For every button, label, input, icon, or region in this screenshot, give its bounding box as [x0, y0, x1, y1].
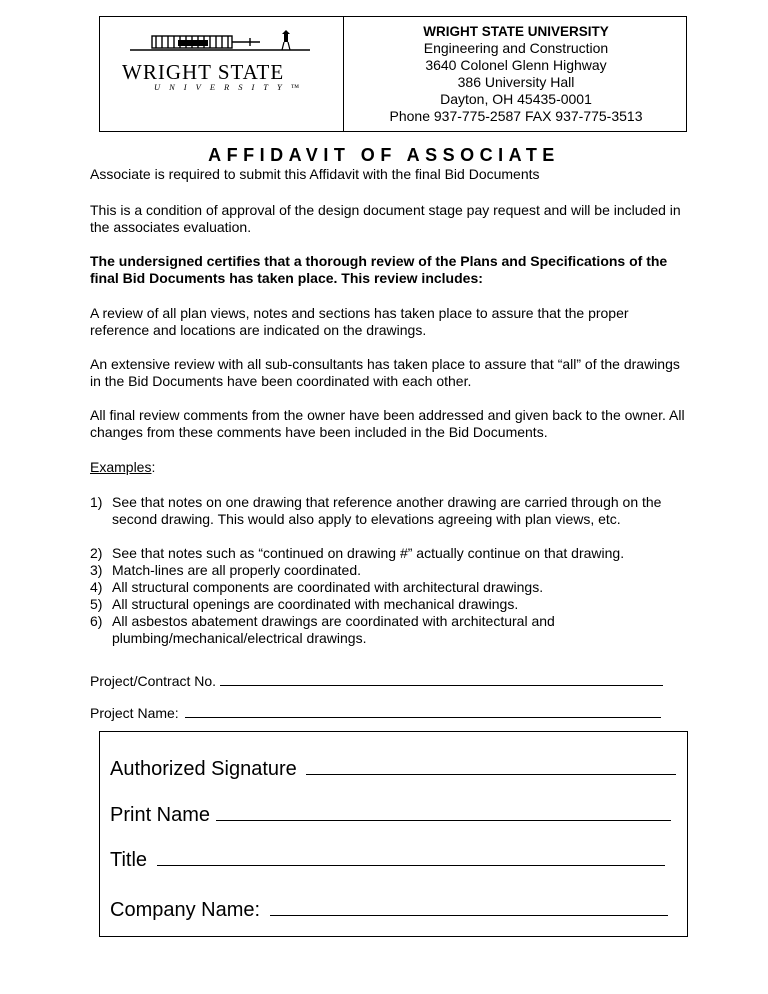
street-address: 3640 Colonel Glenn Highway — [425, 57, 607, 73]
title-line[interactable] — [157, 847, 665, 866]
list-item-text: All asbestos abatement drawings are coordinated with architectural and plumbing/mechanical/electrical drawings. — [112, 613, 555, 646]
list-item-text: See that notes on one drawing that reference another drawing are carried through on the second drawing. This would also apply to elevations agreeing with plan views, etc. — [112, 494, 662, 527]
list-item-number: 2) — [90, 545, 103, 561]
list-item-number: 4) — [90, 579, 103, 595]
logo-wordmark: WRIGHT STATE — [122, 60, 285, 84]
wright-flyer-icon — [110, 28, 330, 58]
list-item-text: See that notes such as “continued on drawing #” actually continue on that drawing. — [112, 545, 625, 561]
project-contract-label: Project/Contract No. — [90, 673, 217, 689]
print-name-row — [110, 802, 671, 827]
building: 386 University Hall — [457, 74, 575, 90]
org-name: WRIGHT STATE UNIVERSITY — [423, 24, 609, 39]
examples-heading — [90, 459, 690, 476]
print-name-line[interactable] — [216, 802, 671, 821]
condition-text: This is a condition of approval of the design document stage pay request and will be included in the associates evaluation. — [90, 202, 681, 235]
review-plans-text: A review of all plan views, notes and sections has taken place to assure that the proper reference and locations are indicated on the drawings. — [90, 305, 629, 338]
authorized-signature-row — [110, 756, 676, 781]
list-item-number: 5) — [90, 596, 103, 612]
department: Engineering and Construction — [423, 40, 609, 56]
authorized-signature-line[interactable] — [306, 756, 676, 775]
list-item-number: 3) — [90, 562, 103, 578]
company-name-line[interactable] — [270, 897, 668, 916]
review-owner-text: All final review comments from the owner have been addressed and given back to the owner. All changes from these comments have been included in the Bid Documents. — [90, 407, 685, 440]
company-name-row — [110, 897, 668, 922]
letterhead-divider — [343, 16, 344, 132]
phone-fax: Phone 937-775-2587 FAX 937-775-3513 — [389, 108, 643, 124]
logo-subtext: UNIVERSITY™ — [154, 82, 309, 92]
review-subconsultants-text: An extensive review with all sub-consultants has taken place to assure that “all” of the drawings in the Bid Documents have been coordinated with each other. — [90, 356, 680, 389]
examples-label: Examples — [90, 459, 152, 475]
certification-text: The undersigned certifies that a thorough review of the Plans and Specifications of the final Bid Documents has taken place. This review includes: — [90, 253, 668, 286]
project-contract-input-line[interactable] — [220, 673, 663, 686]
intro-text: Associate is required to submit this Affidavit with the final Bid Documents — [90, 166, 540, 182]
title-label: Title — [110, 849, 148, 871]
project-name-field — [90, 705, 661, 721]
list-item-text: All structural components are coordinated with architectural drawings. — [112, 579, 544, 595]
project-name-label: Project Name: — [90, 705, 179, 721]
list-item-text: Match-lines are all properly coordinated. — [112, 562, 362, 578]
title-row — [110, 847, 665, 872]
list-item-text: All structural openings are coordinated with mechanical drawings. — [112, 596, 519, 612]
authorized-signature-label: Authorized Signature — [110, 758, 297, 780]
project-contract-field — [90, 673, 663, 689]
page-title: AFFIDAVIT OF ASSOCIATE — [208, 145, 560, 165]
list-item-number: 1) — [90, 494, 103, 510]
list-item-number: 6) — [90, 613, 103, 629]
print-name-label: Print Name — [110, 804, 211, 826]
project-name-input-line[interactable] — [185, 705, 661, 718]
city-state-zip: Dayton, OH 45435-0001 — [440, 91, 592, 107]
company-name-label: Company Name: — [110, 899, 261, 921]
examples-colon: : — [151, 459, 156, 475]
